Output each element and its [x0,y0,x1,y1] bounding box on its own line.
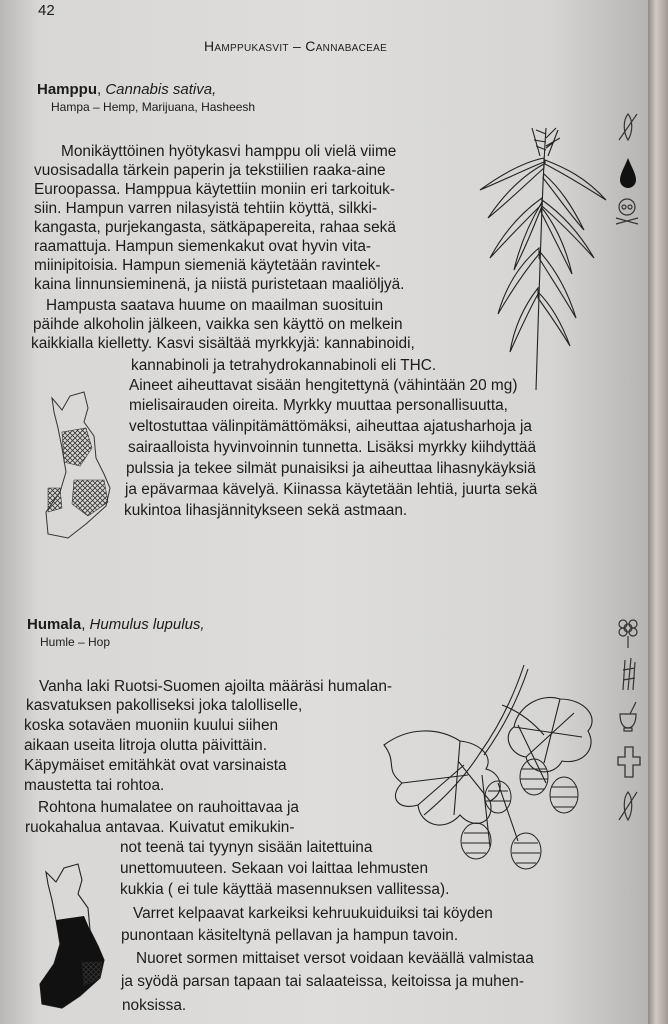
hamppu-line: pulssia ja tekee silmät punaisiksi ja aiheuttaa lihasnykäyksiä [126,460,536,477]
hamppu-line: kukintoa lihasjännitykseen sekä astmaan. [124,502,408,519]
hamppu-line: kannabinoli ja tetrahydrokannabinoli eli THC. [131,357,437,374]
hamppu-line: päihde alkoholin jälkeen, vaikka sen käyttö on melkein [33,316,403,333]
hemp-plant-illustration [476,128,616,390]
page-number: 42 [38,2,55,19]
hamppu-line: vuosisadalla tärkein paperin ja tekstiilien raaka-aine [34,162,386,179]
humala-line: unettomuuteen. Sekaan voi laittaa lehmusten [120,860,429,877]
humala-line: punontaan käsiteltynä pellavan ja hampun tavoin. [121,927,459,944]
humala-line: ruokahalua antavaa. Kuivatut emikukin- [25,819,295,836]
humala-synonyms: Humle – Hop [40,635,111,649]
finland-distribution-map [36,862,116,1012]
hamppu-line: sairaalloista hyvinvoinnin tunnetta. Lisäksi myrkky kiihdyttää [128,439,537,456]
hamppu-synonyms: Hampa – Hemp, Marijuana, Hasheesh [51,100,256,114]
humala-line: ja syödä parsan tapaan tai salaateissa, keitoissa ja muhen- [121,973,524,990]
humala-latin: Humulus lupulus, [89,616,205,633]
flower-icon [617,616,639,650]
skull-icon [614,196,640,226]
running-head: Hamppukasvit – Cannabaceae [204,38,388,54]
hamppu-line: mielisairauden oireita. Myrkky muuttaa personallisuutta, [129,397,508,414]
hamppu-line: Monikäyttöinen hyötykasvi hamppu oli vielä viime [61,143,397,160]
hamppu-line: miinipitoisia. Hampun siemeniä käytetään ravintek- [34,257,381,274]
humala-line: Nuoret sormen mittaiset versot voidaan keväällä valmistaa [136,950,534,967]
hamppu-line: kangasta, purjekangasta, sätkäpapereita, rahaa sekä [34,219,396,236]
humala-line: Rohtona humalatee on rauhoittavaa ja [38,799,299,816]
hamppu-line: Euroopassa. Hamppua käytettiin moniin eri tarkoituk- [34,181,395,198]
hamppu-line: kaina linnunsieminenä, ja niistä puristetaan maaliöljyä. [34,276,405,293]
hamppu-latin: Cannabis sativa, [105,81,217,98]
hamppu-line: raamattuja. Hampun siemenkakut ovat hyvin vita- [34,238,372,255]
hamppu-heading: Hamppu, Cannabis sativa, [37,81,217,98]
no-food-icon [617,110,639,144]
book-page-edge [648,0,668,1024]
no-food-icon [617,788,639,824]
humala-line: kasvatuksen pakolliseksi joka talolliselle, [26,697,303,714]
humala-line: maustetta tai rohtoa. [24,777,165,794]
humala-line: Varret kelpaavat karkeiksi kehruukuiduiksi tai köyden [133,905,493,922]
drop-icon [618,156,638,190]
hamppu-line: Hampusta saatava huume on maailman suosituin [46,297,384,314]
humala-line: koska sotaväen muoniin kuului siihen [24,717,279,734]
hamppu-line: siin. Hampun varren nilasyistä tehtiin köyttä, silkki- [34,200,377,217]
finland-distribution-map [40,388,120,540]
hop-plant-illustration [378,665,604,875]
hamppu-name: Hamppu [37,81,97,98]
humala-line: Vanha laki Ruotsi-Suomen ajoilta määräsi humalan- [39,678,393,695]
humala-heading: Humala, Humulus lupulus, [27,616,205,633]
humala-line: Käpymäiset emitähkät ovat varsinaista [24,757,287,774]
hamppu-line: Aineet aiheuttavat sisään hengitettynä (vähintään 20 mg) [129,377,518,394]
humala-line: noksissa. [122,997,187,1014]
mortar-icon [616,700,640,732]
hamppu-line: kaikkialla kielletty. Kasvi sisältää myrkkyjä: kannabinoidi, [31,335,415,352]
humala-line: aikaan useita litroja olutta päivittäin. [24,737,267,754]
humala-name: Humala [27,616,82,633]
humala-line: not teenä tai tyynyn sisään laitettuina [120,839,373,856]
grass-icon [619,656,639,692]
hamppu-line: ja epävarmaa kävelyä. Kiinassa käytetään lehtiä, juurta sekä [125,481,538,498]
cross-icon [616,745,642,779]
humala-line: kukkia ( ei tule käyttää masennuksen vallitessa). [120,881,450,898]
hamppu-line: veltostuttaa välinpitämättömäksi, aiheuttaa ajatusharhoja ja [129,418,532,435]
